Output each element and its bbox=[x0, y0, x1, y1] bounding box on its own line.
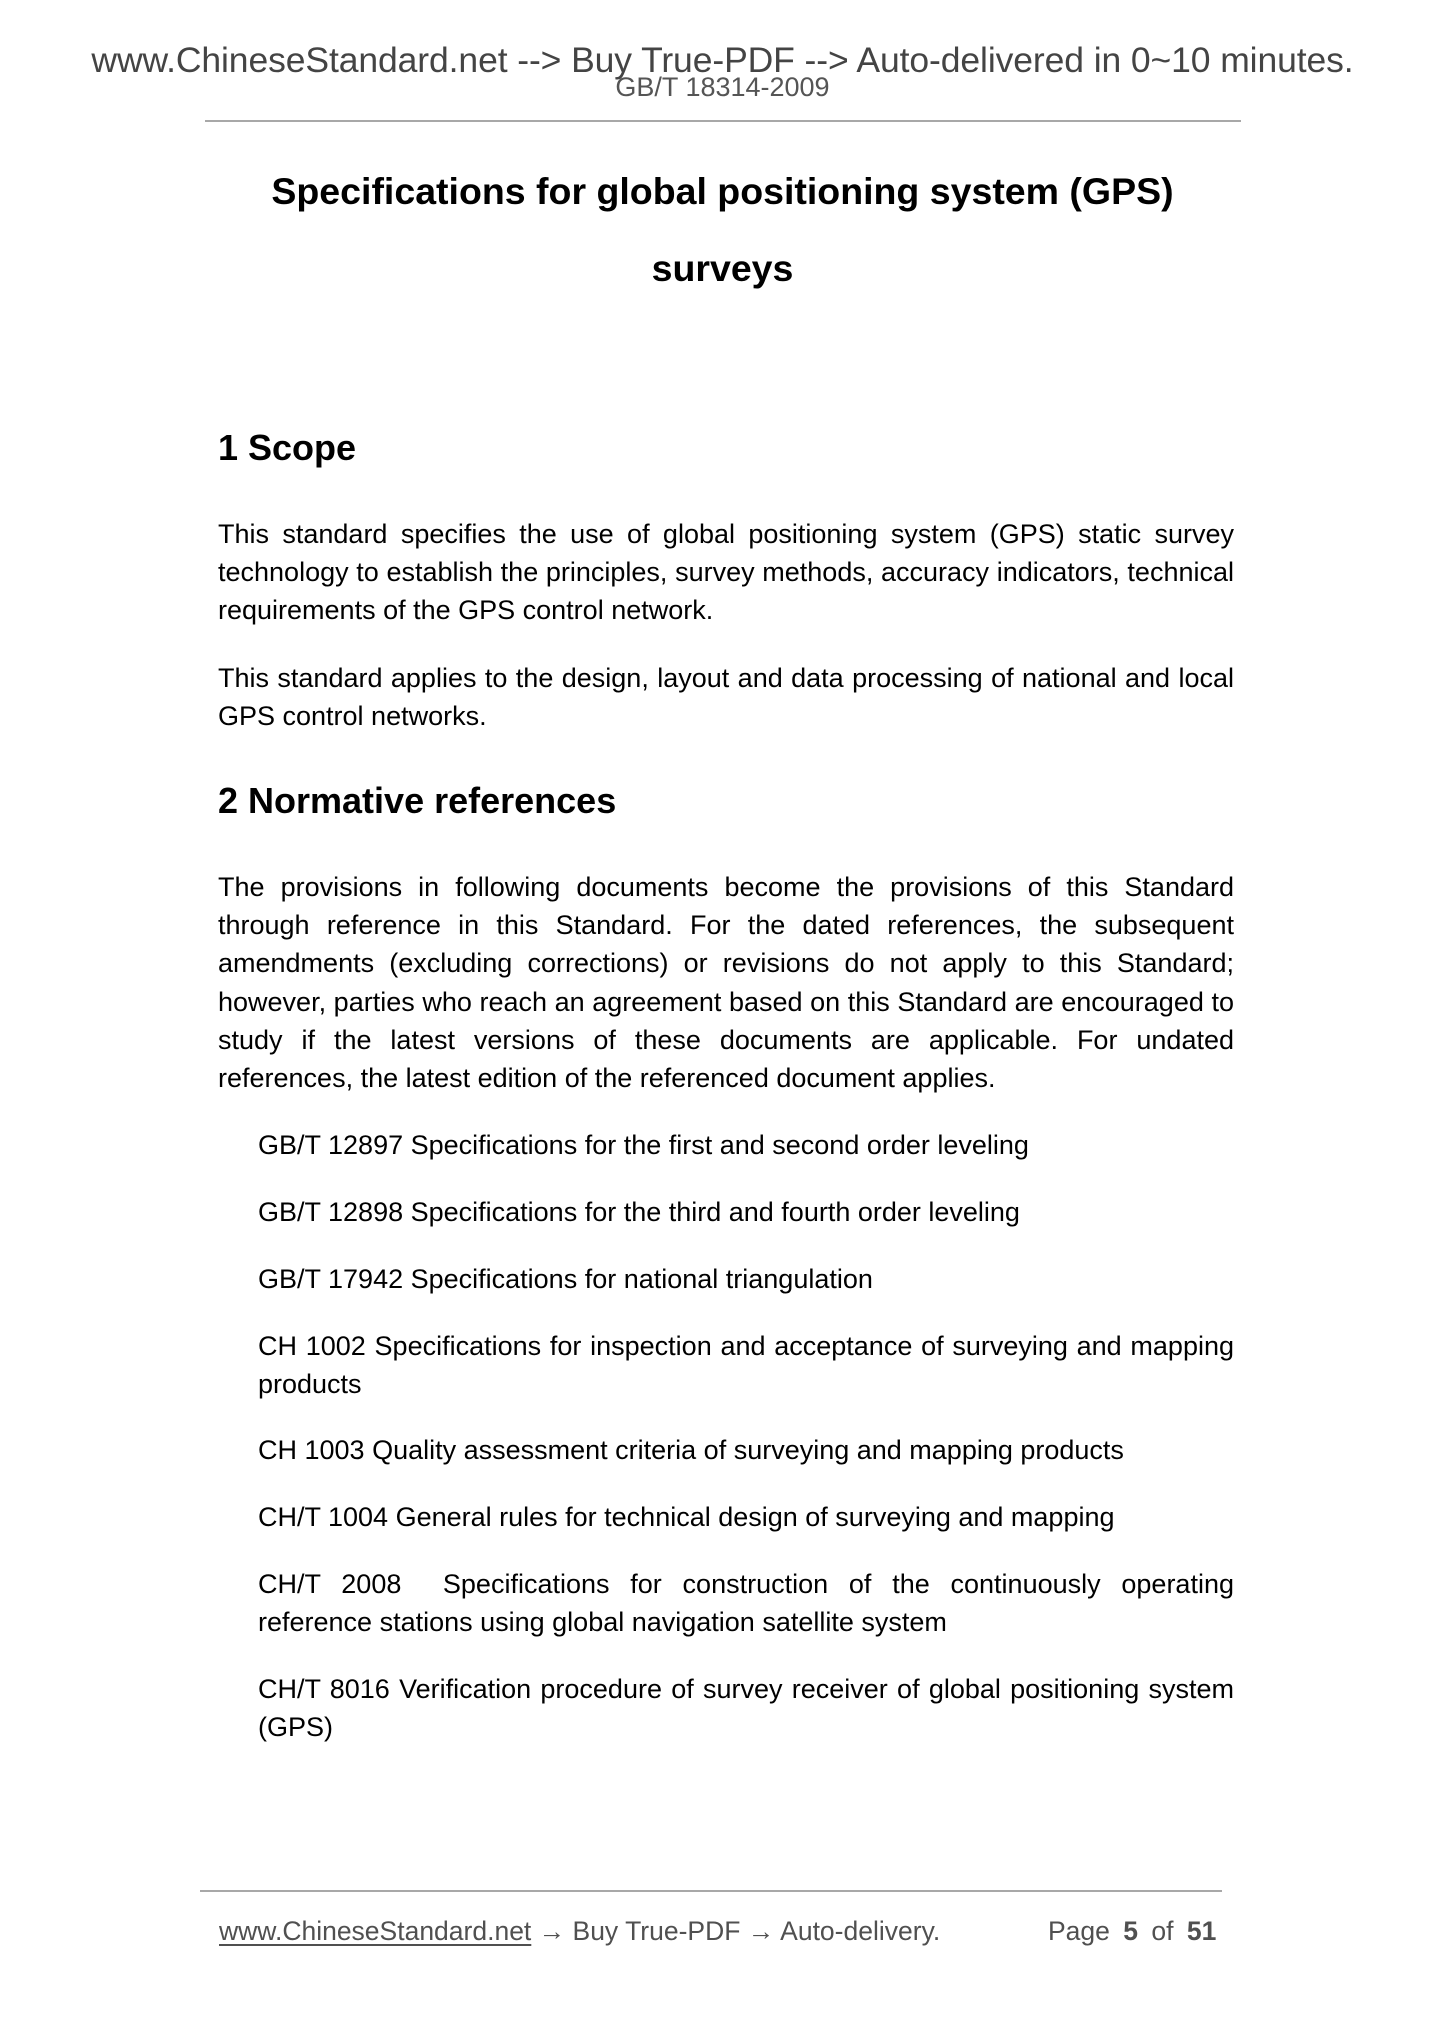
scope-paragraph-1: This standard specifies the use of global positioning system (GPS) static survey technology to establish the principles, survey methods, accuracy indicators, technical requirements of the GPS control network. bbox=[218, 519, 1234, 626]
footer-tagline: → Buy True-PDF → Auto-delivery. bbox=[531, 1916, 941, 1946]
header-standard-number: GB/T 18314-2009 bbox=[615, 72, 830, 102]
page-label: Page bbox=[1048, 1916, 1110, 1946]
document-title-line-2: surveys bbox=[651, 247, 794, 289]
reference-item: CH/T 1004 General rules for technical design of surveying and mapping bbox=[258, 1502, 1115, 1532]
page-indicator bbox=[1048, 1915, 1216, 1947]
footer-divider bbox=[200, 1890, 1222, 1892]
page-of-label: of bbox=[1151, 1916, 1174, 1946]
reference-item: CH/T 2008 Specifications for construction of the continuously operating reference stations using global navigation satellite system bbox=[258, 1569, 1234, 1638]
footer-site-link[interactable]: www.ChineseStandard.net bbox=[219, 1916, 532, 1946]
document-title-line-1: Specifications for global positioning system (GPS) bbox=[271, 170, 1174, 212]
header-divider bbox=[205, 120, 1241, 122]
normative-references-paragraph: The provisions in following documents become the provisions of this Standard through reference in this Standard. For the dated references, the subsequent amendments (excluding corrections) or revisions do not apply to this Standard; however, parties who reach an agreement based on this Standard are encouraged to study if the latest versions of these documents are applicable. For undated references, the latest edition of the referenced document applies. bbox=[218, 872, 1234, 1094]
reference-item: CH 1002 Specifications for inspection and acceptance of surveying and mapping products bbox=[258, 1331, 1234, 1400]
section-heading-scope: 1 Scope bbox=[218, 427, 357, 468]
reference-item: GB/T 12897 Specifications for the first and second order leveling bbox=[258, 1130, 1029, 1160]
section-heading-normative-references: 2 Normative references bbox=[218, 780, 617, 821]
page-current: 5 bbox=[1123, 1916, 1139, 1946]
reference-item: GB/T 17942 Specifications for national triangulation bbox=[258, 1264, 873, 1294]
footer-promo bbox=[219, 1915, 940, 1947]
header-banner: www.ChineseStandard.net --> Buy True-PDF --> Auto-delivered in 0~10 minutes. bbox=[91, 40, 1354, 80]
scope-paragraph-2: This standard applies to the design, layout and data processing of national and local GPS control networks. bbox=[218, 663, 1234, 732]
reference-item: GB/T 12898 Specifications for the third and fourth order leveling bbox=[258, 1197, 1020, 1227]
reference-item: CH/T 8016 Verification procedure of survey receiver of global positioning system (GPS) bbox=[258, 1674, 1234, 1743]
reference-item: CH 1003 Quality assessment criteria of surveying and mapping products bbox=[258, 1435, 1124, 1465]
page-total: 51 bbox=[1186, 1916, 1217, 1946]
